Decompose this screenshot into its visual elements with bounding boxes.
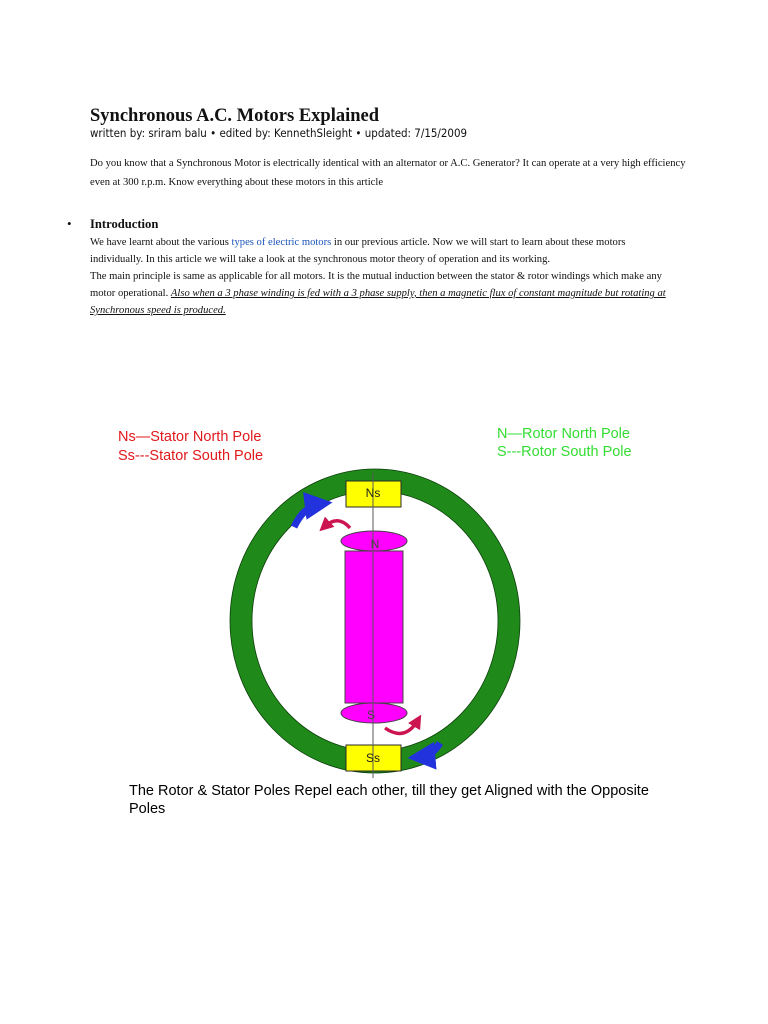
stator-south-label: Ss [365, 751, 381, 765]
legend-rotor-south: S---Rotor South Pole [497, 444, 632, 460]
principle-text: The main principle is same as applicable for all motors. It is the mutual induction between the stator & rotor windings which make any motor operational. [90, 271, 662, 299]
article-summary: Do you know that a Synchronous Motor is electrically identical with an alternator or A.C. Generator? It can operate at a very high efficiency even at 300 r.p.m. Know everything about these motors in this article [90, 158, 686, 188]
figure-caption-line2: Poles [129, 801, 166, 817]
legend-stator-south: Ss---Stator South Pole [118, 448, 264, 464]
legend-rotor-north: N—Rotor North Pole [497, 426, 630, 442]
article-title: Synchronous A.C. Motors Explained [90, 106, 380, 126]
intro-text-end: in our previous article. Now we will start to learn about these motors individually. In this article we will take a look at the synchronous motor theory of operation and its working. [90, 237, 626, 265]
types-of-electric-motors-link[interactable]: types of electric motors [231, 237, 332, 248]
rotor-body [345, 551, 403, 703]
rotor-north-label: N [370, 537, 380, 551]
legend-stator-north: Ns—Stator North Pole [118, 429, 262, 445]
repel-arrow-top [324, 521, 350, 528]
figure-caption-line1: The Rotor & Stator Poles Repel each other, till they get Aligned with the Opposite [129, 783, 649, 799]
article-byline: written by: sriram balu • edited by: KennethSleight • updated: 7/15/2009 [90, 127, 468, 140]
intro-text-start: We have learnt about the various [90, 237, 232, 248]
list-bullet: • [67, 216, 72, 231]
principle-emphasis: Also when a 3 phase winding is fed with a 3 phase supply, then a magnetic flux of constant magnitude but rotating at Synchronous speed is produced. [90, 288, 666, 316]
section-heading: Introduction [90, 217, 159, 231]
stator-north-label: Ns [365, 486, 381, 500]
rotor-south-label: S [366, 708, 376, 722]
